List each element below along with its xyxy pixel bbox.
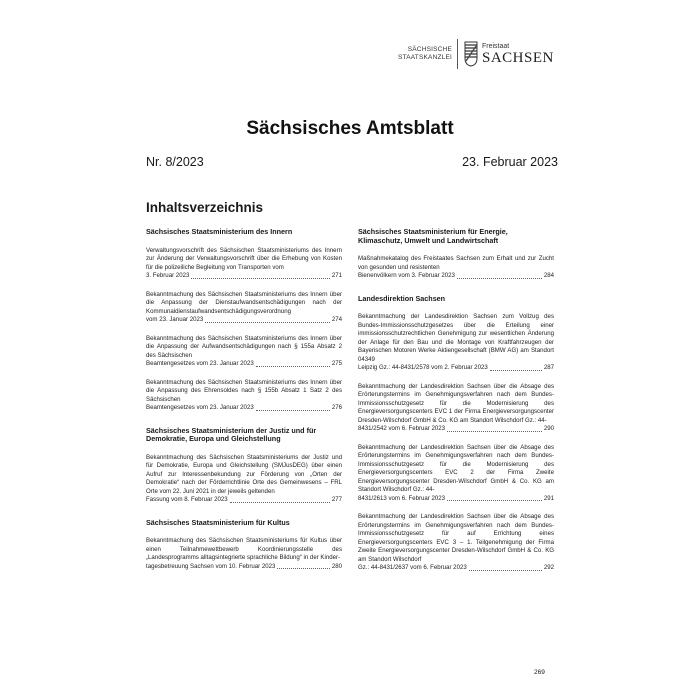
toc-entry-text: Maßnahmekatalog des Freistaates Sachsen zum Erhalt und zur Zucht von gesunden und resistenten xyxy=(358,255,554,271)
toc-page-number[interactable]: 271 xyxy=(331,272,342,280)
dot-leader xyxy=(447,500,542,501)
toc-entry-last-text: vom 23. Januar 2023 xyxy=(146,316,204,324)
chancellery-logo-text: SÄCHSISCHE STAATSKANZLEI xyxy=(397,45,452,61)
toc-entry[interactable] xyxy=(146,291,342,325)
toc-heading: Inhaltsverzeichnis xyxy=(146,200,264,215)
toc-entry-text: Bekanntmachung des Sächsischen Staatsministeriums für Kultus über einen Teilnahmewettbewerb Koordinierungsstelle des „Landesprogramms alltagsintegrierte sprachliche Bildung“ in der Kinder- xyxy=(146,537,342,562)
toc-entry[interactable] xyxy=(358,513,554,573)
page-number: 269 xyxy=(534,669,545,676)
toc-section-heading: Landesdirektion Sachsen xyxy=(358,293,446,303)
toc-entry[interactable] xyxy=(146,335,342,369)
toc-entry-last-line xyxy=(358,564,554,573)
toc-entry-text: Bekanntmachung der Landesdirektion Sachsen zum Vollzug des Bundes-Immissionsschutzgesetzes über die Erteilung einer immissionsschutzrechtlichen Genehmigung zur wesentlichen Änderung der Anlage für den Bau und die Montage von Kraftfahrzeugen der Bayerischen Motoren Werke Aktiengesellschaft (BMW AG) am Standort 04349 xyxy=(358,313,554,363)
toc-page-number[interactable]: 274 xyxy=(331,316,342,324)
toc-entry-last-line xyxy=(358,364,554,373)
dot-leader xyxy=(490,370,542,371)
toc-entry-last-line xyxy=(146,272,342,281)
issue-number: Nr. 8/2023 xyxy=(146,155,204,169)
toc-page-number[interactable]: 284 xyxy=(543,272,554,280)
dot-leader xyxy=(256,410,330,411)
toc-entry-text: Bekanntmachung des Sächsischen Staatsministeriums des Innern über die Anpassung der Dienstaufwandsentschädigungen nach der Kommunaldienstaufwandsentschädigungsverordnung xyxy=(146,290,342,315)
dot-leader xyxy=(469,570,542,571)
dot-leader xyxy=(256,366,330,367)
toc-page-number[interactable]: 280 xyxy=(331,562,342,570)
toc-page-number[interactable]: 291 xyxy=(543,494,554,502)
toc-entry-last-text: Gz.: 44-8431/2637 vom 6. Februar 2023 xyxy=(358,564,467,572)
toc-entry-text: Bekanntmachung der Landesdirektion Sachsen über die Absage des Erörterungstermins im Genehmigungsverfahren nach dem Bundes-Immissionsschutzgesetz für auf Errichtung eines Energieversorgungscenters EVC 3 – 1. Teilgenehmigung der Firma Zweite Energieversorgungscenter Dresden-Wilschdorf GmbH & Co. KG am Standort Wilschdorf xyxy=(358,513,554,563)
toc-section-heading: Sächsisches Staatsministerium für Kultus xyxy=(146,517,290,527)
coat-of-arms-icon xyxy=(464,41,478,67)
toc-page-number[interactable]: 292 xyxy=(543,564,554,572)
toc-entry-last-line xyxy=(358,425,554,434)
logo-divider xyxy=(457,39,458,69)
toc-page-number[interactable]: 277 xyxy=(331,496,342,504)
toc-entry[interactable] xyxy=(358,313,554,373)
dot-leader xyxy=(447,431,542,432)
toc-entry-text: Bekanntmachung der Landesdirektion Sachsen über die Absage des Erörterungstermins im Genehmigungsverfahren nach dem Bundes-Immissionsschutzgesetz für die Modernisierung des Energieversorgungscenters EVC 2 der Firma Zweite Energieversorgungscenter Dresden-Wilschdorf GmbH & Co. KG am Standort Wilschdorf Gz.: 44- xyxy=(358,443,554,494)
state-logo-text: Freistaat SACHSEN xyxy=(482,42,554,66)
toc-entry[interactable] xyxy=(146,379,342,413)
page-title: Sächsisches Amtsblatt xyxy=(246,118,454,139)
toc-entry-last-line xyxy=(146,404,342,413)
toc-entry-last-text: 3. Februar 2023 xyxy=(146,272,190,280)
toc-entry-last-text: tagesbetreuung Sachsen vom 10. Februar 2023 xyxy=(146,562,276,570)
toc-entry-last-line xyxy=(146,360,342,369)
toc-page-number[interactable]: 290 xyxy=(543,425,554,433)
toc-entry[interactable] xyxy=(358,255,554,281)
toc-entry-last-text: Leipzig Gz.: 44-8431/2578 vom 2. Februar 2023 xyxy=(358,364,488,372)
toc-entry[interactable] xyxy=(358,444,554,504)
dot-leader xyxy=(277,568,329,569)
toc-page-number[interactable]: 276 xyxy=(331,404,342,412)
dot-leader xyxy=(457,278,542,279)
dot-leader xyxy=(230,502,330,503)
toc-entry-last-text: Beamtengesetzes vom 23. Januar 2023 xyxy=(146,360,254,368)
toc-entry-last-text: 8431/2542 vom 6. Februar 2023 xyxy=(358,425,446,433)
toc-entry-text: Bekanntmachung des Sächsischen Staatsministeriums des Innern über die Anpassung des Ehrensoldes nach § 155b Absatz 1 Satz 2 des Sächsischen xyxy=(146,378,342,403)
toc-column-right xyxy=(358,228,554,583)
issue-date: 23. Februar 2023 xyxy=(462,155,558,169)
toc-entry[interactable] xyxy=(146,537,342,571)
toc-page-number[interactable]: 275 xyxy=(331,360,342,368)
toc-section-heading: Sächsisches Staatsministerium der Justiz und für Demokratie, Europa und Gleichstellung xyxy=(146,425,317,444)
toc-entry[interactable] xyxy=(146,247,342,281)
toc-entry-text: Bekanntmachung des Sächsischen Staatsministeriums der Justiz und für Demokratie, Europa und Gleichstellung (SMJusDEG) über einen Aufruf zur Interessenbekundung zur Förderung von „Orten der Demokratie“ nach der Förderrichtlinie Orte des Gemeinwesens – FRL Orte vom 22. Juni 2021 in der jeweils geltenden xyxy=(146,453,342,495)
toc-entry-text: Bekanntmachung des Sächsischen Staatsministeriums des Innern über die Anpassung der Aufwandsentschädigungen nach § 155a Absatz 2 des Sächsischen xyxy=(146,334,342,359)
toc-entry-last-line xyxy=(358,495,554,504)
toc-entry-last-line xyxy=(146,496,342,505)
toc-entry[interactable] xyxy=(358,383,554,434)
toc-column-left xyxy=(146,228,342,581)
toc-entry-text: Verwaltungsvorschrift des Sächsischen Staatsministeriums des Innern zur Änderung der Verwaltungsvorschrift über die Erhebung von Kosten für die polizeiliche Begleitung von Transporten vom xyxy=(146,246,342,271)
toc-entry-last-line xyxy=(358,272,554,281)
toc-entry-last-text: Beamtengesetzes vom 23. Januar 2023 xyxy=(146,404,254,412)
toc-section-heading: Sächsisches Staatsministerium für Energie, Klimaschutz, Umwelt und Landwirtschaft xyxy=(358,227,508,245)
toc-entry[interactable] xyxy=(146,454,342,505)
toc-entry-last-text: 8431/2613 vom 6. Februar 2023 xyxy=(358,494,446,502)
toc-section-heading: Sächsisches Staatsministerium des Innern xyxy=(146,227,293,236)
toc-entry-text: Bekanntmachung der Landesdirektion Sachsen über die Absage des Erörterungstermins im Genehmigungsverfahren nach dem Bundes-Immissionsschutzgesetz für die Modernisierung des Energieversorgungscenters EVC 1 der Firma Energieversorgungscenter Dresden-Wilschdorf GmbH & Co. KG am Standort Wilschdorf Gz.: 44- xyxy=(358,382,554,424)
toc-entry-last-text: Fassung vom 8. Februar 2023 xyxy=(146,496,228,504)
toc-entry-last-line xyxy=(146,316,342,325)
toc-page-number[interactable]: 287 xyxy=(543,364,554,372)
header-logo xyxy=(390,37,565,71)
dot-leader xyxy=(191,278,329,279)
toc-entry-last-line xyxy=(146,563,342,572)
toc-entry-last-text: Bienenvölkern vom 3. Februar 2023 xyxy=(358,272,455,280)
dot-leader xyxy=(205,322,330,323)
